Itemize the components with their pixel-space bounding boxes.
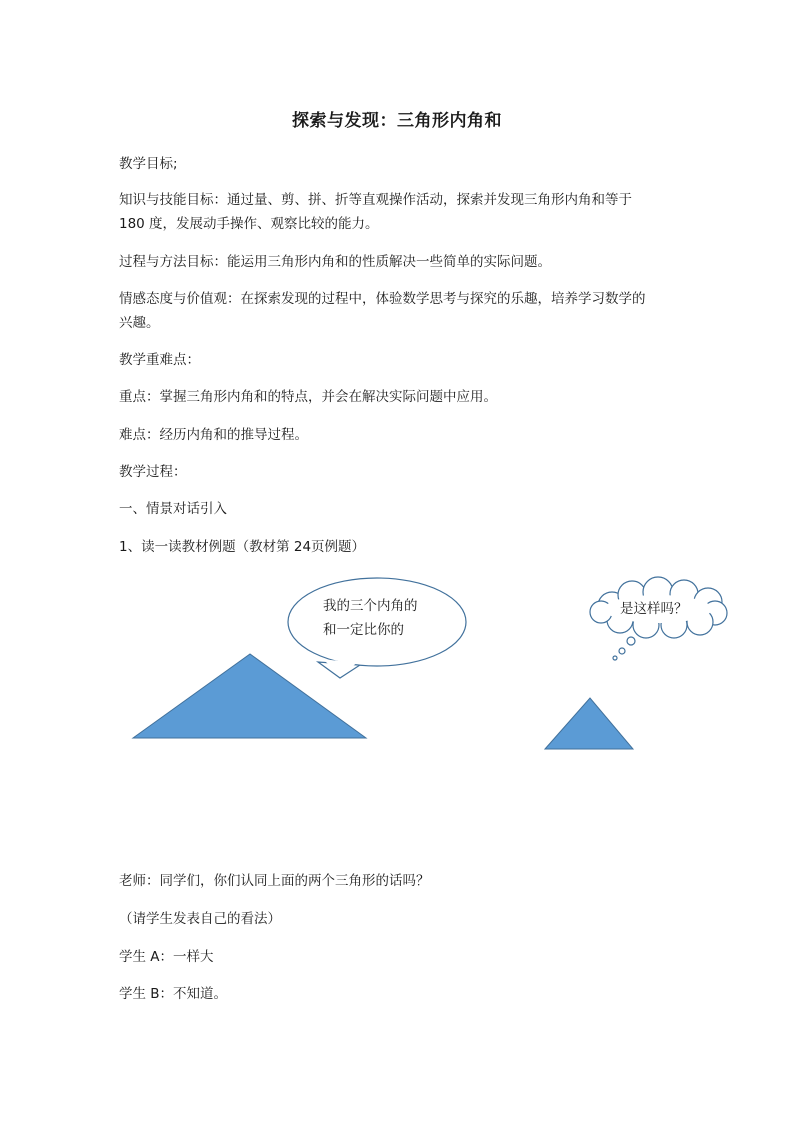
student-a-line: 学生 A：一样大 xyxy=(119,949,214,965)
objective-knowledge-line1: 知识与技能目标：通过量、剪、拼、折等直观操作活动，探索并发现三角形内角和等于 xyxy=(119,192,632,208)
objective-emotion-line2: 兴趣。 xyxy=(119,315,160,331)
objectives-heading: 教学目标; xyxy=(119,156,178,172)
thought-cloud-text: 是这样吗？ xyxy=(620,601,688,617)
objective-emotion-line1: 情感态度与价值观：在探索发现的过程中，体验数学思考与探究的乐趣，培养学习数学的 xyxy=(119,291,646,307)
teacher-line: 老师：同学们，你们认同上面的两个三角形的话吗？ xyxy=(119,873,430,889)
section-heading-1: 一、情景对话引入 xyxy=(119,501,227,517)
key-point: 重点：掌握三角形内角和的特点，并会在解决实际问题中应用。 xyxy=(119,389,497,405)
speech-bubble-line2: 和一定比你的 xyxy=(323,622,404,638)
process-heading: 教学过程： xyxy=(119,464,187,480)
objective-knowledge-line2: 180 度，发展动手操作、观察比较的能力。 xyxy=(119,216,379,232)
document-title: 探索与发现：三角形内角和 xyxy=(292,111,502,131)
small-triangle xyxy=(545,698,633,749)
speech-bubble-line1: 我的三个内角的 xyxy=(323,598,418,614)
objective-process: 过程与方法目标：能运用三角形内角和的性质解决一些简单的实际问题。 xyxy=(119,254,551,270)
key-difficult-heading: 教学重难点： xyxy=(119,352,200,368)
step-1: 1、读一读教材例题（教材第 24页例题） xyxy=(119,539,366,555)
difficult-point: 难点：经历内角和的推导过程。 xyxy=(119,427,308,443)
triangles-dialogue-figure xyxy=(0,570,794,770)
instruction-line: （请学生发表自己的看法） xyxy=(119,911,281,927)
student-b-line: 学生 B：不知道。 xyxy=(119,986,228,1002)
